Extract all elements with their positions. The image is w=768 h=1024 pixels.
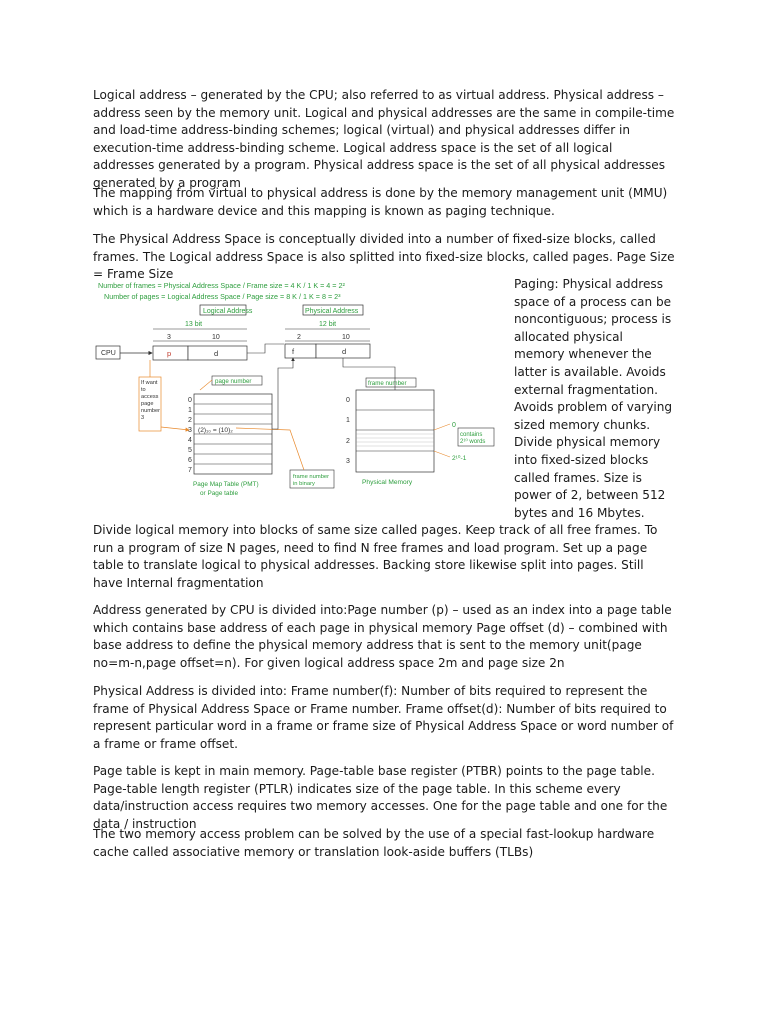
paragraph-logical-vs-physical: Logical address – generated by the CPU; also referred to as virtual address. Physical address – address seen by the memory unit. Logical and physical addresses are the same in compile-time and load-time address-binding schemes; logical (virtual) and physical addresses differ in execution-time address-binding scheme. Logical address space is the set of all logical addresses generated by a program. Physical address space is the set of all physical addresses generated by a program bbox=[93, 88, 675, 190]
pmt-entry: (2)₁₀ = (10)₂ bbox=[198, 427, 233, 434]
paragraph-address-divided: Address generated by CPU is divided into:Page number (p) – used as an index into a page table which contains base address of each page in physical memory Page offset (d) – combined with base address to define the physical memory address that is sent to the memory unit(page no=m-n,page offset=n). For given logical address space 2m and page size 2n bbox=[93, 603, 672, 670]
svg-text:7: 7 bbox=[188, 467, 192, 474]
svg-text:0: 0 bbox=[188, 397, 192, 404]
page-map-table bbox=[194, 394, 272, 474]
svg-text:5: 5 bbox=[188, 447, 192, 454]
svg-text:0: 0 bbox=[346, 397, 350, 404]
svg-text:6: 6 bbox=[188, 457, 192, 464]
paragraph-frames-pages: The Physical Address Space is conceptually divided into a number of fixed-size blocks, called frames. The Logical address Space is also splitted into fixed-size blocks, called pages. Page Size = Frame Size bbox=[93, 232, 675, 282]
word-last: 2¹⁰-1 bbox=[452, 455, 467, 462]
physical-memory-caption: Physical Memory bbox=[362, 479, 413, 486]
formula-frames: Number of frames = Physical Address Space / Frame size = 4 K / 1 K = 4 = 2² bbox=[98, 281, 345, 290]
pmt-caption-2: or Page table bbox=[200, 490, 239, 497]
page-number-label: page number bbox=[215, 378, 252, 385]
physical-f-field bbox=[285, 344, 316, 358]
svg-text:3: 3 bbox=[346, 458, 350, 465]
svg-text:4: 4 bbox=[188, 437, 192, 444]
paging-diagram bbox=[90, 272, 500, 508]
physical-f-bits: 2 bbox=[297, 334, 301, 341]
physical-d-bits: 10 bbox=[342, 334, 350, 341]
logical-p-bits: 3 bbox=[167, 334, 171, 341]
note-text: If want to access page number 3 bbox=[141, 380, 160, 421]
physical-memory-block bbox=[356, 390, 434, 472]
paragraph-divide-logical-memory: Divide logical memory into blocks of same size called pages. Keep track of all free frames. To run a program of size N pages, need to find N free frames and load program. Set up a page table to translate logical to physical addresses. Backing store likewise split into pages. Still have Internal fragmentation bbox=[93, 523, 658, 590]
logical-bits-label: 13 bit bbox=[185, 321, 203, 328]
paging-sidebar-text: Paging: Physical address space of a process can be noncontiguous; process is allocated physical memory whenever the latter is available. Avoids external fragmentation. Avoids problem of varying sized memory chunks. Divide physical memory into fixed-sized blocks called frames. Size is power of 2, between 512 bytes and 16 Mbytes. bbox=[514, 277, 673, 520]
frame-number-label: frame number bbox=[368, 380, 407, 387]
pmt-caption-1: Page Map Table (PMT) bbox=[193, 481, 259, 488]
logical-d-text: d bbox=[214, 349, 219, 358]
logical-p-text: p bbox=[167, 349, 172, 358]
frame-number-column bbox=[346, 397, 350, 465]
paragraph-physical-address-divided: Physical Address is divided into: Frame number(f): Number of bits required to represent the frame of Physical Address Space or Frame number. Frame offset(d): Number of bits required to represent particular word in a frame or frame size of Physical Address Space or word number of a frame or frame offset. bbox=[93, 684, 674, 751]
word-first: 0 bbox=[452, 422, 456, 429]
logical-address-title: Logical Address bbox=[203, 308, 253, 315]
formula-pages: Number of pages = Logical Address Space / Page size = 8 K / 1 K = 8 = 2³ bbox=[104, 292, 341, 301]
paragraph-tlb: The two memory access problem can be solved by the use of a special fast-lookup hardware cache called associative memory or translation look-aside buffers (TLBs) bbox=[93, 827, 655, 859]
svg-text:2: 2 bbox=[346, 438, 350, 445]
svg-text:2: 2 bbox=[188, 417, 192, 424]
svg-text:1: 1 bbox=[188, 407, 192, 414]
physical-address-title: Physical Address bbox=[305, 308, 359, 315]
cpu-label: CPU bbox=[101, 350, 116, 357]
physical-bits-label: 12 bit bbox=[319, 321, 337, 328]
physical-f-text: f bbox=[292, 347, 295, 356]
paragraph-mmu: The mapping from virtual to physical address is done by the memory management unit (MMU) which is a hardware device and this mapping is known as paging technique. bbox=[93, 186, 668, 218]
paragraph-page-table: Page table is kept in main memory. Page-table base register (PTBR) points to the page table. Page-table length register (PTLR) indicates size of the page table. In this scheme every data/instruction access requires two memory accesses. One for the page table and one for the data / instruction bbox=[93, 764, 668, 831]
physical-d-text: d bbox=[342, 347, 347, 356]
logical-d-bits: 10 bbox=[212, 334, 220, 341]
svg-text:3: 3 bbox=[188, 427, 192, 434]
frame-binary-1: frame number bbox=[293, 474, 330, 480]
svg-text:1: 1 bbox=[346, 417, 350, 424]
frame-binary-2: in binary bbox=[293, 481, 315, 487]
contains-1: contains bbox=[460, 432, 483, 438]
contains-2: 2¹⁰ words bbox=[460, 439, 486, 445]
page-number-column bbox=[188, 397, 192, 474]
